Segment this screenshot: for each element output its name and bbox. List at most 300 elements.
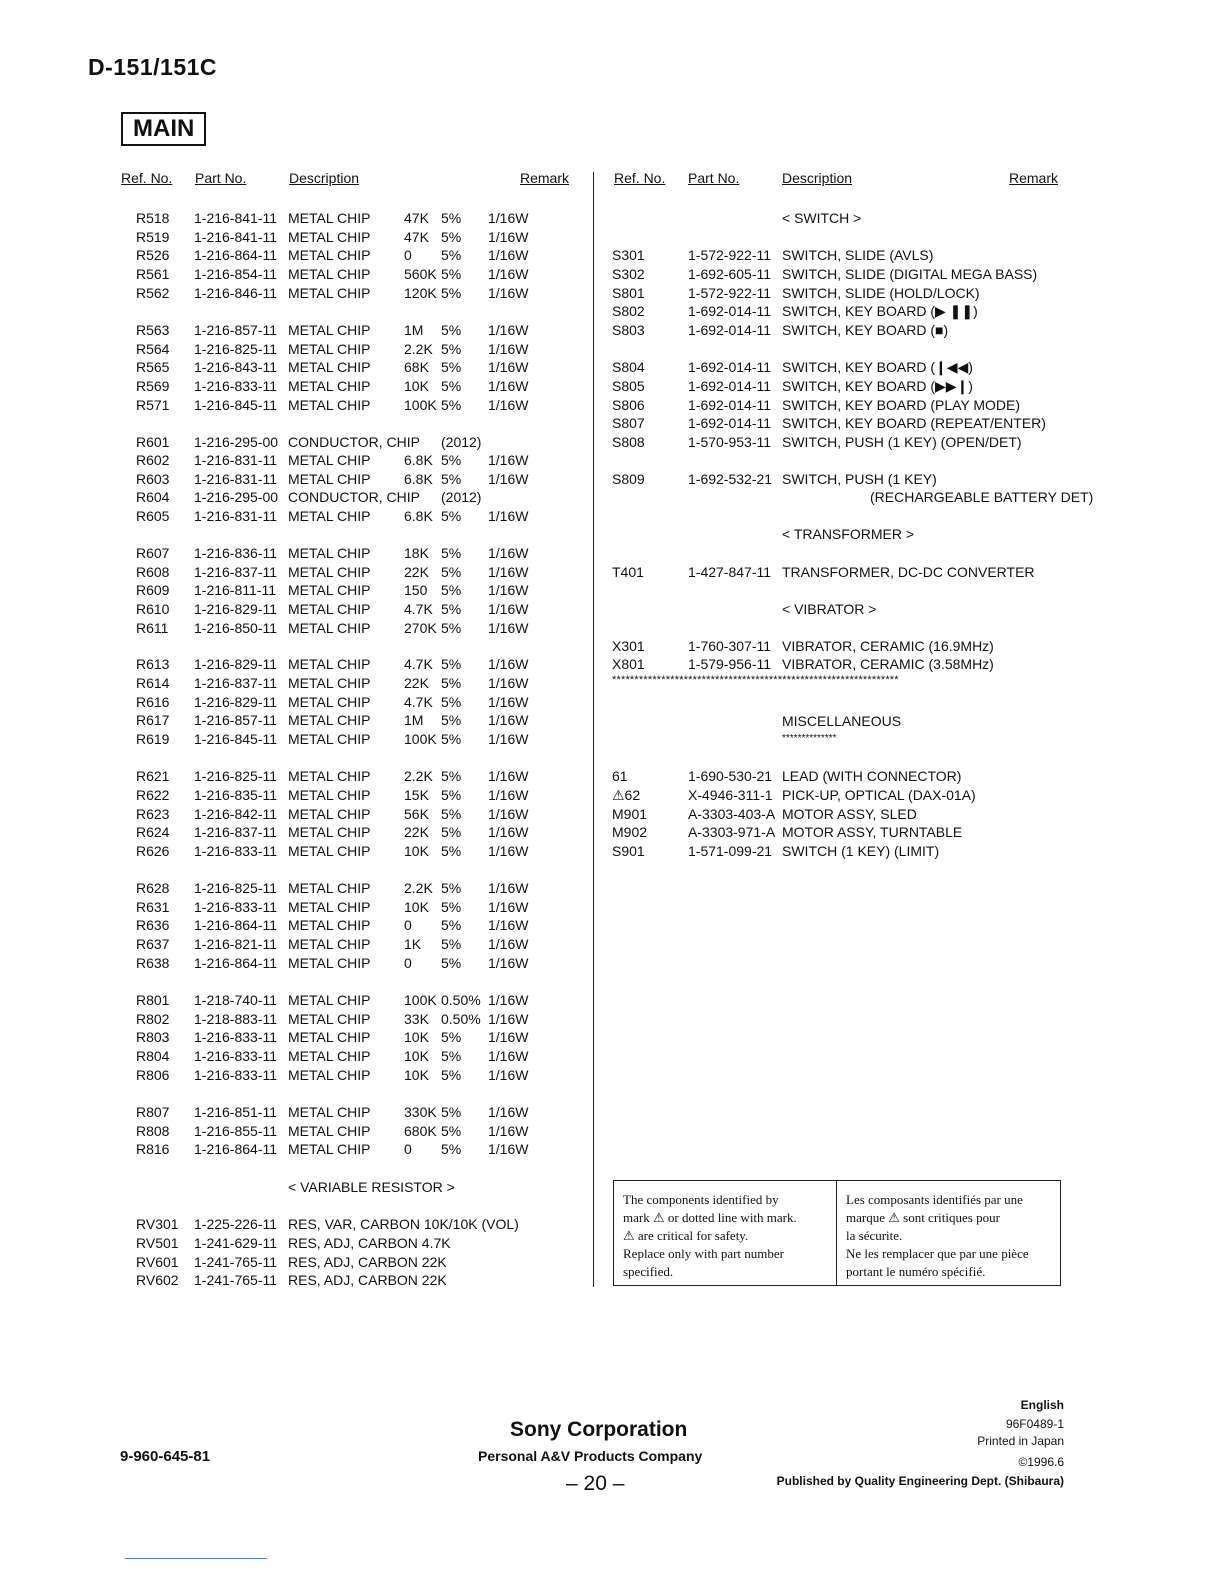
description: METAL CHIP (288, 917, 371, 933)
tolerance: (2012) (441, 489, 482, 505)
description: LEAD (WITH CONNECTOR) (782, 768, 962, 784)
ref-no: R614 (136, 675, 170, 691)
wattage: 1/16W (488, 936, 529, 952)
description: METAL CHIP (288, 341, 371, 357)
part-no: 1-216-825-11 (194, 341, 278, 357)
part-no: 1-216-846-11 (194, 285, 278, 301)
description: METAL CHIP (288, 712, 371, 728)
part-no: 1-216-829-11 (194, 656, 278, 672)
model-title: D-151/151C (88, 54, 218, 80)
description: METAL CHIP (288, 508, 371, 524)
description: SWITCH, KEY BOARD (▶▶❙) (782, 378, 973, 394)
part-no: 1-216-851-11 (194, 1104, 278, 1120)
safety-en-line: specified. (623, 1264, 674, 1279)
value: 270K (404, 620, 437, 636)
tolerance: 5% (441, 806, 462, 822)
part-no: 1-216-837-11 (194, 564, 278, 580)
parts-row (0, 655, 1224, 674)
part-no: 1-216-864-11 (194, 917, 278, 933)
value: 6.8K (404, 471, 433, 487)
wattage: 1/16W (488, 675, 529, 691)
printed-location: Printed in Japan (977, 1434, 1064, 1448)
tolerance: 5% (441, 656, 462, 672)
ref-no: R613 (136, 656, 170, 672)
value: 68K (404, 359, 429, 375)
wattage: 1/16W (488, 806, 529, 822)
description: METAL CHIP (288, 936, 371, 952)
parts-row (0, 1028, 1224, 1047)
part-no: 1-241-765-11 (194, 1254, 278, 1270)
part-no: 1-692-014-11 (688, 303, 772, 319)
part-no: 1-216-864-11 (194, 1141, 278, 1157)
ref-no: R526 (136, 247, 170, 263)
col-remark-left: Remark (520, 170, 570, 186)
wattage: 1/16W (488, 712, 529, 728)
misc-stars: ************** (782, 733, 837, 744)
ref-no: R519 (136, 229, 170, 245)
description: METAL CHIP (288, 378, 371, 394)
ref-no: R801 (136, 992, 170, 1008)
ref-no: R622 (136, 787, 170, 803)
tolerance: 5% (441, 564, 462, 580)
ref-no: R571 (136, 397, 170, 413)
wattage: 1/16W (488, 787, 529, 803)
description: METAL CHIP (288, 247, 371, 263)
transformer-heading: < TRANSFORMER > (782, 526, 914, 542)
wattage: 1/16W (488, 322, 529, 338)
value: 100K (404, 397, 437, 413)
part-no: 1-571-099-21 (688, 843, 773, 859)
tolerance: 5% (441, 247, 462, 263)
bottom-rule (125, 1558, 267, 1559)
ref-no: S302 (612, 266, 645, 282)
ref-no: S801 (612, 285, 645, 301)
misc-heading: MISCELLANEOUS (782, 713, 902, 729)
tolerance: 5% (441, 731, 462, 747)
ref-no: R564 (136, 341, 170, 357)
tolerance: 5% (441, 229, 462, 245)
part-no: 1-216-857-11 (194, 322, 278, 338)
value: 10K (404, 1067, 429, 1083)
ref-no: R604 (136, 489, 170, 505)
tolerance: 5% (441, 359, 462, 375)
parts-row (0, 1066, 1224, 1085)
description: SWITCH (1 KEY) (LIMIT) (782, 843, 940, 859)
part-no: 1-692-014-11 (688, 359, 772, 375)
value: 680K (404, 1123, 437, 1139)
part-no: 1-692-605-11 (688, 266, 772, 282)
doc-code: 96F0489-1 (1005, 1417, 1064, 1431)
tolerance: 5% (441, 917, 462, 933)
tolerance: 5% (441, 880, 462, 896)
parts-row (0, 302, 1224, 321)
ref-no: R624 (136, 824, 170, 840)
part-no: 1-216-855-11 (194, 1123, 278, 1139)
description: METAL CHIP (288, 880, 371, 896)
wattage: 1/16W (488, 452, 529, 468)
col-part-right: Part No. (688, 170, 740, 186)
part-no: 1-692-532-21 (688, 471, 773, 487)
wattage: 1/16W (488, 694, 529, 710)
ref-no: X301 (612, 638, 645, 654)
description: METAL CHIP (288, 266, 371, 282)
wattage: 1/16W (488, 992, 529, 1008)
ref-no: R802 (136, 1011, 170, 1027)
ref-no: S803 (612, 322, 645, 338)
part-no: 1-216-836-11 (194, 545, 278, 561)
description: METAL CHIP (288, 1123, 371, 1139)
parts-row (0, 563, 1224, 582)
wattage: 1/16W (488, 397, 529, 413)
safety-notice-english (614, 1181, 837, 1285)
part-no: 1-570-953-11 (688, 434, 772, 450)
parts-row (0, 991, 1224, 1010)
tolerance: 5% (441, 824, 462, 840)
ref-no: X801 (612, 656, 645, 672)
wattage: 1/16W (488, 917, 529, 933)
description: METAL CHIP (288, 322, 371, 338)
ref-no: S802 (612, 303, 645, 319)
wattage: 1/16W (488, 1123, 529, 1139)
part-no: 1-216-833-11 (194, 1029, 278, 1045)
ref-no: R565 (136, 359, 170, 375)
parts-row (0, 767, 1224, 786)
value: 6.8K (404, 508, 433, 524)
part-no: 1-216-833-11 (194, 899, 278, 915)
description: MOTOR ASSY, TURNTABLE (782, 824, 963, 840)
description: METAL CHIP (288, 285, 371, 301)
part-no: 1-579-956-11 (688, 656, 772, 672)
vibrator-heading: < VIBRATOR > (782, 601, 877, 617)
ref-no: R626 (136, 843, 170, 859)
part-no: 1-216-841-11 (194, 210, 278, 226)
ref-no: S809 (612, 471, 645, 487)
part-no: 1-692-014-11 (688, 322, 772, 338)
part-no: 1-216-857-11 (194, 712, 278, 728)
parts-row (0, 507, 1224, 526)
description: METAL CHIP (288, 656, 371, 672)
parts-row (0, 786, 1224, 805)
description: MOTOR ASSY, SLED (782, 806, 917, 822)
ref-no: R619 (136, 731, 170, 747)
value: 100K (404, 992, 437, 1008)
part-no: 1-216-841-11 (194, 229, 278, 245)
part-no: 1-690-530-21 (688, 768, 773, 784)
description: METAL CHIP (288, 992, 371, 1008)
value: 560K (404, 266, 437, 282)
parts-row (0, 842, 1224, 861)
parts-row (0, 637, 1224, 656)
tolerance: 5% (441, 1067, 462, 1083)
tolerance: 0.50% (441, 992, 481, 1008)
ref-no: S805 (612, 378, 645, 394)
ref-no: R563 (136, 322, 170, 338)
description: METAL CHIP (288, 806, 371, 822)
safety-en-line: mark ⚠ or dotted line with mark. (623, 1210, 797, 1225)
value: 0 (404, 1141, 412, 1157)
description: METAL CHIP (288, 1104, 371, 1120)
ref-no: M902 (612, 824, 648, 840)
description: SWITCH, PUSH (1 KEY) (OPEN/DET) (782, 434, 1022, 450)
part-no: 1-241-629-11 (194, 1235, 278, 1251)
wattage: 1/16W (488, 582, 529, 598)
part-no: 1-216-295-00 (194, 489, 279, 505)
value: 4.7K (404, 694, 433, 710)
ref-no: RV501 (136, 1235, 179, 1251)
parts-row (0, 470, 1224, 489)
tolerance: 5% (441, 694, 462, 710)
wattage: 1/16W (488, 955, 529, 971)
ref-no: R631 (136, 899, 170, 915)
description: SWITCH, KEY BOARD (❙◀◀) (782, 359, 973, 375)
value: 10K (404, 899, 429, 915)
value: 18K (404, 545, 429, 561)
wattage: 1/16W (488, 1048, 529, 1064)
ref-no: S901 (612, 843, 645, 859)
tolerance: 5% (441, 712, 462, 728)
tolerance: 5% (441, 1048, 462, 1064)
tolerance: 5% (441, 620, 462, 636)
description: METAL CHIP (288, 1048, 371, 1064)
wattage: 1/16W (488, 359, 529, 375)
wattage: 1/16W (488, 880, 529, 896)
ref-no: R602 (136, 452, 170, 468)
part-no: 1-692-014-11 (688, 378, 772, 394)
value: 4.7K (404, 601, 433, 617)
parts-row (0, 1103, 1224, 1122)
wattage: 1/16W (488, 341, 529, 357)
value: 0 (404, 955, 412, 971)
part-no: 1-216-829-11 (194, 694, 278, 710)
ref-no: S808 (612, 434, 645, 450)
tolerance: 0.50% (441, 1011, 481, 1027)
ref-no: R636 (136, 917, 170, 933)
wattage: 1/16W (488, 1029, 529, 1045)
wattage: 1/16W (488, 1011, 529, 1027)
parts-row (0, 935, 1224, 954)
parts-row (0, 1140, 1224, 1159)
parts-row (0, 433, 1224, 452)
wattage: 1/16W (488, 601, 529, 617)
ref-no: S807 (612, 415, 645, 431)
description: METAL CHIP (288, 397, 371, 413)
description: RES, ADJ, CARBON 4.7K (288, 1235, 451, 1251)
wattage: 1/16W (488, 1067, 529, 1083)
description: METAL CHIP (288, 582, 371, 598)
ref-no: R562 (136, 285, 170, 301)
col-remark-right: Remark (1009, 170, 1059, 186)
ref-no: R623 (136, 806, 170, 822)
part-no: 1-216-843-11 (194, 359, 278, 375)
ref-no: R621 (136, 768, 170, 784)
wattage: 1/16W (488, 656, 529, 672)
wattage: 1/16W (488, 899, 529, 915)
tolerance: 5% (441, 601, 462, 617)
ref-no: R617 (136, 712, 170, 728)
tolerance: 5% (441, 787, 462, 803)
value: 120K (404, 285, 437, 301)
tolerance: 5% (441, 768, 462, 784)
ref-no: T401 (612, 564, 644, 580)
part-no: 1-216-825-11 (194, 768, 278, 784)
ref-no: R603 (136, 471, 170, 487)
description: SWITCH, PUSH (1 KEY) (782, 471, 937, 487)
part-no: 1-216-833-11 (194, 378, 278, 394)
description: METAL CHIP (288, 1067, 371, 1083)
value: 47K (404, 229, 429, 245)
tolerance: 5% (441, 843, 462, 859)
tolerance: 5% (441, 452, 462, 468)
part-no: 1-427-847-11 (688, 564, 772, 580)
part-no: 1-216-837-11 (194, 824, 278, 840)
part-no: 1-692-014-11 (688, 415, 772, 431)
safety-fr-line: marque ⚠ sont critiques pour (846, 1210, 1000, 1225)
description: METAL CHIP (288, 955, 371, 971)
tolerance: (2012) (441, 434, 482, 450)
value: 47K (404, 210, 429, 226)
tolerance: 5% (441, 1141, 462, 1157)
ref-no: R607 (136, 545, 170, 561)
ref-no: R616 (136, 694, 170, 710)
copyright: ©1996.6 (1018, 1455, 1064, 1469)
company-name: Sony Corporation (510, 1418, 688, 1441)
tolerance: 5% (441, 936, 462, 952)
value: 33K (404, 1011, 429, 1027)
part-no: 1-216-854-11 (194, 266, 278, 282)
value: 2.2K (404, 768, 433, 784)
parts-row (0, 396, 1224, 415)
value: 4.7K (404, 656, 433, 672)
parts-row (0, 228, 1224, 247)
part-no: 1-216-833-11 (194, 843, 278, 859)
parts-row (0, 879, 1224, 898)
parts-row (0, 581, 1224, 600)
ref-no: R637 (136, 936, 170, 952)
ref-no: R569 (136, 378, 170, 394)
page-number: – 20 – (566, 1472, 625, 1495)
parts-row (0, 265, 1224, 284)
part-no: 1-216-835-11 (194, 787, 278, 803)
tolerance: 5% (441, 675, 462, 691)
wattage: 1/16W (488, 564, 529, 580)
ref-no: R638 (136, 955, 170, 971)
part-no: 1-218-740-11 (194, 992, 278, 1008)
parts-row (0, 209, 1224, 228)
description: PICK-UP, OPTICAL (DAX-01A) (782, 787, 976, 803)
parts-row (0, 711, 1224, 730)
part-no: X-4946-311-1 (688, 787, 773, 803)
tolerance: 5% (441, 955, 462, 971)
parts-row (0, 954, 1224, 973)
description: CONDUCTOR, CHIP (288, 489, 420, 505)
part-no: 1-216-833-11 (194, 1067, 278, 1083)
wattage: 1/16W (488, 1104, 529, 1120)
description: METAL CHIP (288, 359, 371, 375)
parts-row (0, 321, 1224, 340)
part-no: 1-216-831-11 (194, 508, 278, 524)
ref-no: R803 (136, 1029, 170, 1045)
publisher: Published by Quality Engineering Dept. (Shibaura) (776, 1474, 1064, 1488)
parts-row (0, 414, 1224, 433)
ref-no: RV602 (136, 1272, 179, 1288)
ref-no: ⚠62 (612, 787, 641, 803)
part-no: A-3303-971-A (688, 824, 776, 840)
safety-notice-french (837, 1181, 1060, 1285)
parts-row (0, 358, 1224, 377)
tolerance: 5% (441, 210, 462, 226)
part-no: 1-216-831-11 (194, 452, 278, 468)
col-ref-left: Ref. No. (121, 170, 173, 186)
description: RES, VAR, CARBON 10K/10K (VOL) (288, 1216, 519, 1232)
wattage: 1/16W (488, 378, 529, 394)
safety-en-line: The components identified by (623, 1192, 779, 1207)
ref-no: RV301 (136, 1216, 179, 1232)
parts-row (0, 619, 1224, 638)
description: METAL CHIP (288, 229, 371, 245)
tolerance: 5% (441, 508, 462, 524)
ref-no: R806 (136, 1067, 170, 1083)
tolerance: 5% (441, 1104, 462, 1120)
part-no: 1-218-883-11 (194, 1011, 278, 1027)
safety-fr-line: la sécurite. (846, 1228, 903, 1243)
description: METAL CHIP (288, 787, 371, 803)
parts-row (0, 1047, 1224, 1066)
ref-no: R608 (136, 564, 170, 580)
value: 10K (404, 378, 429, 394)
description: RES, ADJ, CARBON 22K (288, 1254, 447, 1270)
ref-no: S804 (612, 359, 645, 375)
part-no: 1-216-850-11 (194, 620, 278, 636)
wattage: 1/16W (488, 229, 529, 245)
description: SWITCH, SLIDE (HOLD/LOCK) (782, 285, 980, 301)
ref-no: R610 (136, 601, 170, 617)
description: METAL CHIP (288, 768, 371, 784)
part-no: 1-216-842-11 (194, 806, 278, 822)
tolerance: 5% (441, 471, 462, 487)
parts-row (0, 246, 1224, 265)
wattage: 1/16W (488, 285, 529, 301)
description: METAL CHIP (288, 471, 371, 487)
part-no: 1-760-307-11 (688, 638, 772, 654)
value: 22K (404, 824, 429, 840)
part-no: A-3303-403-A (688, 806, 776, 822)
ref-no: R628 (136, 880, 170, 896)
wattage: 1/16W (488, 545, 529, 561)
wattage: 1/16W (488, 508, 529, 524)
value: 150 (404, 582, 428, 598)
value: 2.2K (404, 341, 433, 357)
tolerance: 5% (441, 545, 462, 561)
ref-no: R816 (136, 1141, 170, 1157)
description: METAL CHIP (288, 899, 371, 915)
tolerance: 5% (441, 1123, 462, 1139)
col-desc-left: Description (289, 170, 360, 186)
part-no: 1-216-825-11 (194, 880, 278, 896)
wattage: 1/16W (488, 731, 529, 747)
part-no: 1-216-833-11 (194, 1048, 278, 1064)
parts-row (0, 730, 1224, 749)
wattage: 1/16W (488, 471, 529, 487)
parts-row (0, 340, 1224, 359)
description: METAL CHIP (288, 694, 371, 710)
safety-en-line: Replace only with part number (623, 1246, 785, 1261)
parts-row (0, 916, 1224, 935)
ref-no: R807 (136, 1104, 170, 1120)
value: 15K (404, 787, 429, 803)
value: 330K (404, 1104, 437, 1120)
description: SWITCH, KEY BOARD (REPEAT/ENTER) (782, 415, 1046, 431)
part-no: 1-216-831-11 (194, 471, 278, 487)
